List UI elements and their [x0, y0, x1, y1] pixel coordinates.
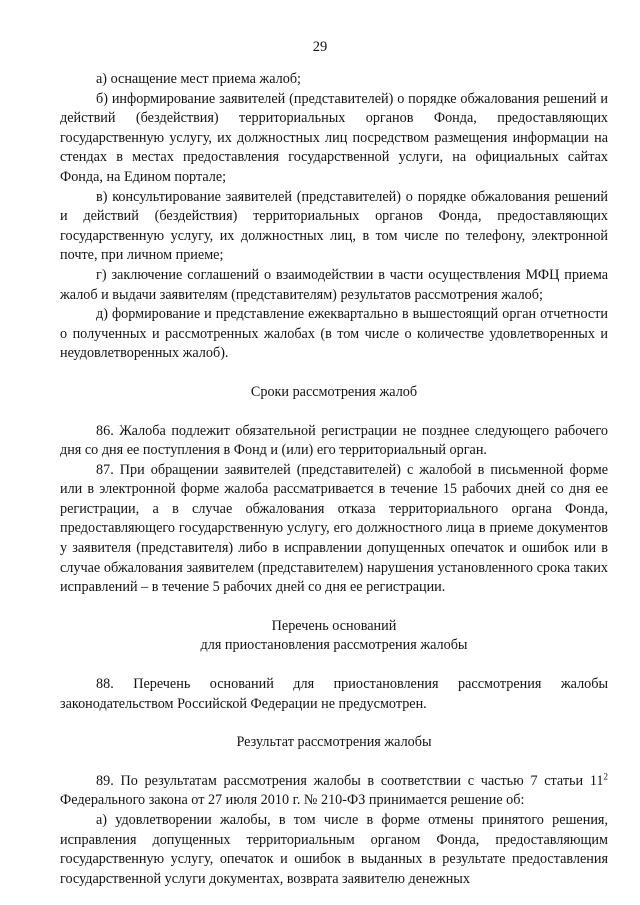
- paragraph-a-equipment: а) оснащение мест приема жалоб;: [96, 71, 301, 87]
- paragraph-88: 88. Перечень оснований для приостановления рассмотрения жалобы законодательством Российской Федерации не предусмотрен.: [60, 676, 608, 712]
- paragraph-89-text-cont: Федерального закона от 27 июля 2010 г. № 210-ФЗ принимается решение об:: [60, 792, 525, 809]
- paragraph-d-agreements: г) заключение соглашений о взаимодействии в части осуществления МФЦ приема жалоб и выдачи заявителям (представителям) результатов рассмотрения жалоб;: [60, 266, 608, 303]
- paragraph-c-consulting: в) консультирование заявителей (представителей) о порядке обжалования решений и действий (бездействия) территориальных органов Фонда, предоставляющих государственную услугу, их должностных лиц, в том числе по телефону, электронной почте, при личном приеме;: [60, 188, 608, 264]
- paragraph-89-a: а) удовлетворении жалобы, в том числе в форме отмены принятого решения, исправления допущенных территориальным органом Фонда, предоставляющим государственную услугу, опечаток и ошибок в выданных в результате предоставления государственной услуги документах, возврата заявителю денежных: [60, 812, 608, 887]
- section-heading-suspension-line1: Перечень оснований: [271, 617, 397, 634]
- paragraph-89: [60, 772, 608, 811]
- paragraph-87: 87. При обращении заявителей (представителей) с жалобой в письменной форме или в электронной форме жалоба рассматривается в течение 15 рабочих дней со дня ее регистрации, а в случае обжалования отказа территориального органа Фонда, предоставляющего государственную услугу, его должностного лица в приеме документов у заявителя (представителя) либо в исправлении допущенных опечаток и ошибок или в случае обжалования заявителем (представителем) нарушения установленного срока таких исправлений – в течение 5 рабочих дней со дня ее регистрации.: [60, 461, 608, 596]
- section-heading-terms: Сроки рассмотрения жалоб: [250, 383, 418, 400]
- section-heading-suspension: [60, 617, 608, 656]
- paragraph-e-reporting: д) формирование и представление ежеквартально в вышестоящий орган отчетности о полученных и рассмотренных жалобах (в том числе о количестве удовлетворенных и неудовлетворенных жалоб).: [60, 306, 608, 362]
- page-number: 29: [312, 39, 328, 55]
- superscript-article: 2: [603, 771, 608, 782]
- section-heading-result: Результат рассмотрения жалобы: [236, 734, 432, 751]
- paragraph-89-text: 89. По результатам рассмотрения жалобы в соответствии с частью 7 статьи 11: [96, 772, 604, 789]
- paragraph-b-informing: б) информирование заявителей (представителей) о порядке обжалования решений и действий (бездействия) территориальных органов Фонда, предоставляющих государственную услугу, их должностных лиц посредством размещения информации на стендах в местах предоставления государственной услуги, на официальных сайтах Фонда, на Едином портале;: [60, 90, 608, 185]
- paragraph-86: 86. Жалоба подлежит обязательной регистрации не позднее следующего рабочего дня со дня ее поступления в Фонд и (или) его территориальный орган.: [60, 422, 608, 459]
- document-body: [60, 70, 608, 889]
- section-heading-suspension-line2: для приостановления рассмотрения жалобы: [200, 637, 468, 654]
